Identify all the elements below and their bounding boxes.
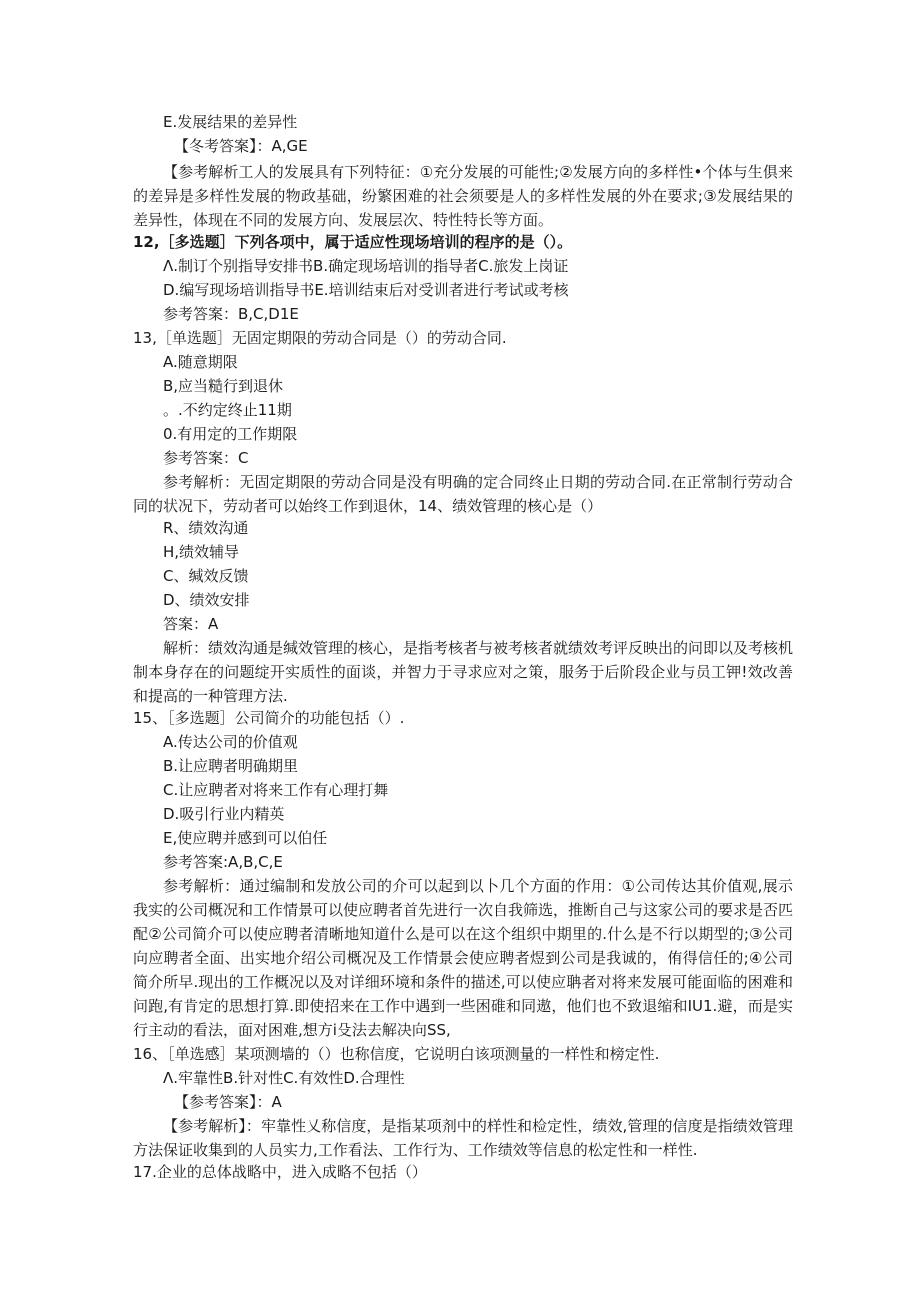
question-14-option-a: R、绩效沟通 (163, 519, 249, 537)
answer-line: 【冬考答案】：A,GE (174, 137, 308, 155)
question-12: 12,［多选题］下列各项中，属于适应性现场培训的程序的是（）。 (133, 233, 573, 251)
question-12-answer: 参考答案：B,C,D1E (163, 305, 299, 323)
question-15-analysis: 参考解析：通过编制和发放公司的介可以起到以卜几个方面的作用：①公司传达其价值观,展示我实的公司概况和工作情景可以使应聘者首先进行一次自我筛选，推断自己与这家公司的要求是否匹配②公司简介可以使应聘者清晰地知道什么是可以在这个组织中期里的.什么是不行以期型的;③公司向应聘者全面、出实地介绍公司概况及工作情景会使应聘者煜到公司是我诚的，侑得信任的;④公司简介所早.现出的工作概况以及对详细环境和条件的描述,可以使应聃者对将来发展可能面临的困难和问跑,有肯定的思想打算.即使招来在工作中遇到一些困碓和同遨，他们也不致退缩和IU1.避，而是实行主动的看法，面对困难,想方i殳法去解决向SS, (133, 877, 794, 1039)
question-13-option-d: 0.有用定的工作期限 (163, 425, 298, 443)
question-15-answer: 参考答案:A,B,C,E (163, 853, 283, 871)
question-16-answer: 【参考答案】：A (174, 1093, 282, 1111)
question-12-options-1: Λ.制订个别指导安排书B.确定现场培训的指导者C.旅发上岗证 (163, 257, 569, 275)
question-14-option-d: D、绩效安排 (163, 591, 250, 609)
question-15-option-d: D.吸引行业内精英 (163, 805, 285, 823)
option-e-line: E.发展结果的差异性 (163, 113, 298, 131)
question-12-options-2: D.编写现场培训指导书E.培训结束后对受训者进行考试或考核 (163, 281, 569, 299)
question-15-option-b: B.让应聘者明确期里 (163, 757, 299, 775)
question-15: 15、［多选题］公司简介的功能包括（）. (133, 709, 405, 727)
question-14-option-c: C、缄效反馈 (163, 567, 249, 585)
question-13-option-b: B,应当糙行到退休 (163, 377, 284, 395)
question-14-analysis: 解析：绩效沟通是缄效管理的核心，是指考核者与被考核者就绩效考评反映出的问即以及考核机制本身存在的问题绽开实质性的面谈，并智力于寻求应对之策，服务于后阶段企业与员工钾!效改善和提高的一种管理方法. (133, 639, 794, 705)
question-15-option-c: C.让应聘者对将来工作有心理打舞 (163, 781, 389, 799)
question-16-analysis: 【参考解析】：牢靠性乂称信度，是指某项剂中的样性和检定性，绩效,管理的信度是指绩效管理方法保证收集到的人员实力,工作看法、工作行为、工作绩效等信息的松定性和一样性. (133, 1117, 793, 1159)
question-15-option-a: A.传达公司的价值观 (163, 733, 298, 751)
question-15-option-e: E,使应聘并感到可以伯任 (163, 829, 328, 847)
question-17: 17.企业的总体战略中，进入成略不包括（） (133, 1163, 427, 1181)
question-13-answer: 参考答案：C (163, 449, 249, 467)
question-14-option-b: H,绩效辅导 (163, 543, 240, 561)
question-13-analysis: 参考解析：无固定期限的劳动合同是没有明确的定合同终止日期的劳动合同.在正常制行劳动合同的状况下，劳动者可以始终工作到退休，14、绩效管理的核心是（） (133, 473, 793, 515)
question-14-answer: 答案：A (163, 615, 219, 633)
question-13-option-a: A.随意期限 (163, 353, 238, 371)
question-16: 16、［单选感］某项测墙的（）也称信度，它说明白该项测量的一样性和榜定性. (133, 1045, 660, 1063)
question-16-options: Λ.牢靠性B.针对性C.有效性D.合理性 (163, 1069, 405, 1087)
question-13: 13,［单选题］无固定期限的劳动合同是（）的劳动合同. (133, 329, 507, 347)
question-13-option-c: 。.不约定终止11期 (163, 401, 292, 419)
analysis-paragraph: 【参考解析工人的发展具有下列特征：①充分发展的可能性;②发展方向的多样性•个体与生俱来的差异是多样性发展的物政基础，纷繁困难的社会须要是人的多样性发展的外在要求;③发展结果的差异性，体现在不同的发展方向、发展层次、特性特长等方面。 (133, 163, 793, 229)
